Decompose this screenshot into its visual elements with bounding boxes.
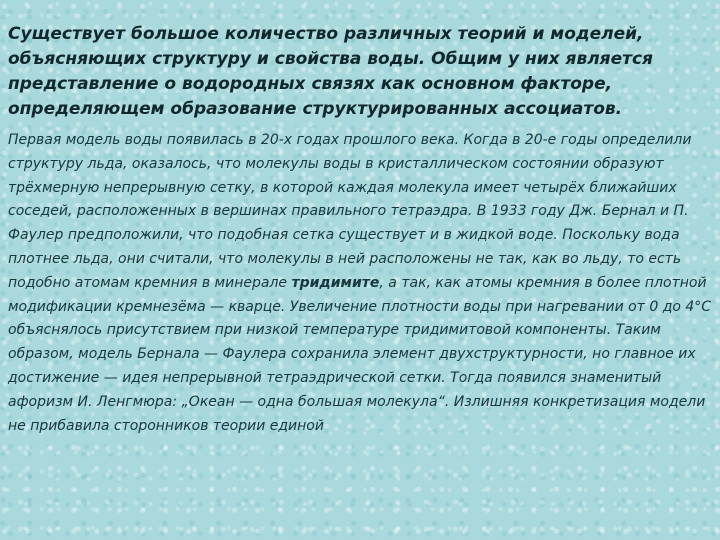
body-paragraph [8,129,712,438]
emphasized-term: тридимите [291,274,380,291]
paragraph-text-part-2: , а так, как атомы кремния в более плотной модификации кремнезёма — кварце. Увеличение плотности воды при нагревании от 0 до 4°С объяснялось присутствием при низкой температуре тридимитовой компоненты. Таким образом, модель Бернала — Фаулера сохранила элемент двухструктурности, но главное их достижение — идея непрерывной тетраэдрической сетки. Тогда появился знаменитый афоризм И. Ленгмюра: „Океан — одна большая молекула“. Излишняя конкретизация модели не прибавила сторонников теории единой [8,274,712,434]
slide-heading: Существует большое количество различных теорий и моделей, объясняющих структуру и свойства воды. Общим у них является представление о водородных связях как основном факторе, определяющем образование структурированных ассоциатов. [8,24,653,119]
paragraph-text-part-1: Первая модель воды появилась в 20-х годах прошлого века. Когда в 20-е годы определили структуру льда, оказалось, что молекулы воды в кристаллическом состоянии образуют трёхмерную непрерывную сетку, в которой каждая молекула имеет четырёх ближайших соседей, расположенных в вершинах правильного тетраэдра. В 1933 году Дж. Бернал и П. Фаулер предположили, что подобная сетка существует и в жидкой воде. Поскольку вода плотнее льда, они считали, что молекулы в ней расположены не так, как во льду, то есть подобно атомам кремния в минерале [8,132,692,291]
